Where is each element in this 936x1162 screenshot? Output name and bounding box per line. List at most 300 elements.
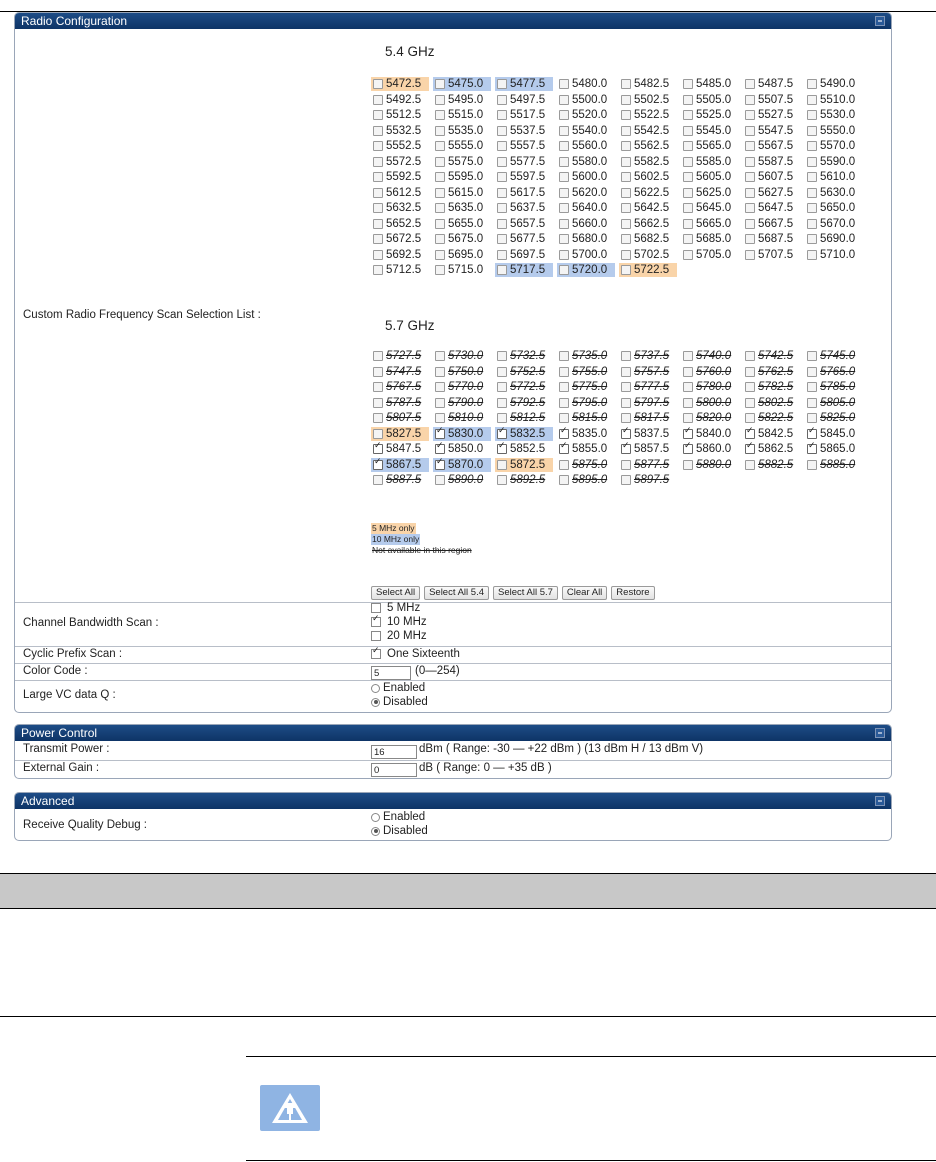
transmit-power-input[interactable]: 16 — [371, 745, 417, 759]
band-54-freq-checkbox[interactable] — [371, 248, 429, 262]
checkbox-icon — [745, 172, 755, 182]
band-54-freq-checkbox[interactable] — [557, 108, 615, 122]
freq-label: 5665.0 — [696, 217, 732, 230]
band-54-freq-checkbox[interactable] — [619, 248, 677, 262]
band-54-freq-checkbox[interactable] — [619, 124, 677, 138]
band-57-freq-checkbox[interactable] — [619, 442, 677, 456]
freq-label: 5742.5 — [758, 350, 794, 362]
checkbox-icon — [683, 234, 693, 244]
freq-label: 5640.0 — [572, 202, 608, 214]
freq-label: 5810.0 — [448, 412, 484, 424]
band-54-freq-checkbox[interactable] — [371, 186, 429, 200]
freq-label: 5730.0 — [448, 350, 484, 362]
freq-label: 5715.0 — [448, 264, 484, 276]
band-54-freq-checkbox[interactable] — [557, 93, 615, 107]
band-54-freq-checkbox[interactable] — [433, 232, 491, 246]
band-54-freq-checkbox[interactable] — [681, 124, 739, 138]
band-54-freq-checkbox[interactable] — [495, 263, 553, 277]
band-57-freq-checkbox — [557, 411, 615, 425]
band-54-freq-checkbox[interactable] — [805, 108, 863, 122]
checkbox-icon — [497, 157, 507, 167]
freq-label: 5627.5 — [758, 186, 794, 199]
band-54-freq-checkbox[interactable] — [743, 139, 801, 153]
band-57-freq-checkbox[interactable] — [743, 427, 801, 441]
checkbox-icon — [683, 460, 693, 470]
band-54-freq-checkbox[interactable] — [495, 139, 553, 153]
band-57-freq-checkbox[interactable] — [681, 442, 739, 456]
band-54-freq-checkbox[interactable] — [619, 170, 677, 184]
band-54-freq-checkbox[interactable] — [805, 155, 863, 169]
checkbox-icon — [497, 367, 507, 377]
checkbox-icon — [683, 203, 693, 213]
checkbox-icon — [621, 234, 631, 244]
checkbox-icon — [807, 110, 817, 120]
band-54-freq-checkbox[interactable] — [371, 77, 429, 91]
band-54-freq-checkbox[interactable] — [743, 170, 801, 184]
checkbox-icon — [807, 126, 817, 136]
receive-quality-enabled-radio[interactable] — [371, 811, 425, 823]
band-57-freq-checkbox — [557, 473, 615, 487]
divider — [15, 602, 891, 603]
freq-label: 5685.0 — [696, 233, 732, 245]
table-header-bar — [0, 873, 936, 909]
band-54-freq-checkbox[interactable] — [681, 201, 739, 215]
freq-label: 5670.0 — [820, 217, 856, 230]
freq-label: 5585.0 — [696, 155, 732, 168]
band-57-freq-checkbox — [805, 349, 863, 363]
band-57-freq-checkbox — [371, 473, 429, 487]
freq-label: 5660.0 — [572, 217, 608, 230]
band-54-freq-checkbox[interactable] — [681, 77, 739, 91]
checkbox-icon — [683, 95, 693, 105]
checkbox-icon — [435, 219, 445, 229]
band-54-freq-checkbox[interactable] — [433, 93, 491, 107]
band-54-freq-checkbox[interactable] — [805, 186, 863, 200]
checkbox-icon — [807, 413, 817, 423]
checkbox-icon — [373, 398, 383, 408]
band-54-freq-checkbox[interactable] — [557, 263, 615, 277]
band-54-freq-checkbox[interactable] — [433, 139, 491, 153]
freq-label: 5887.5 — [386, 474, 422, 486]
checkbox-icon — [745, 141, 755, 151]
freq-label: 5687.5 — [758, 233, 794, 245]
band-54-freq-checkbox[interactable] — [433, 186, 491, 200]
freq-label: 5577.5 — [510, 155, 546, 168]
band-54-freq-checkbox[interactable] — [743, 186, 801, 200]
checkbox-icon — [683, 429, 693, 439]
freq-label: 5762.5 — [758, 365, 794, 378]
band-57-freq-checkbox — [557, 349, 615, 363]
band-57-freq-checkbox — [681, 380, 739, 394]
freq-label: 5617.5 — [510, 186, 546, 199]
band-57-freq-checkbox[interactable] — [495, 458, 553, 472]
band-57-freq-checkbox[interactable] — [805, 427, 863, 441]
band-54-freq-checkbox[interactable] — [557, 248, 615, 262]
checkbox-icon — [807, 203, 817, 213]
freq-label: 5815.0 — [572, 412, 608, 424]
band-54-freq-checkbox[interactable] — [743, 201, 801, 215]
advanced-panel — [14, 792, 892, 841]
large-vc-enabled-radio[interactable] — [371, 682, 425, 694]
checkbox-icon — [621, 382, 631, 392]
receive-quality-disabled-radio[interactable] — [371, 825, 428, 837]
band-54-freq-checkbox[interactable] — [371, 217, 429, 231]
band-54-freq-checkbox[interactable] — [619, 201, 677, 215]
checkbox-icon — [683, 398, 693, 408]
freq-label: 5875.0 — [572, 458, 608, 471]
band-57-freq-checkbox — [495, 473, 553, 487]
freq-label: 5635.0 — [448, 202, 484, 214]
cyclic-prefix-label: Cyclic Prefix Scan : — [23, 648, 123, 660]
select-all-button[interactable]: Select All — [371, 586, 420, 600]
band-54-freq-checkbox[interactable] — [619, 232, 677, 246]
band-54-freq-checkbox[interactable] — [371, 201, 429, 215]
band-57-freq-checkbox — [557, 380, 615, 394]
band-54-freq-checkbox[interactable] — [557, 124, 615, 138]
panel-title: Power Control — [21, 726, 98, 740]
freq-label: 5652.5 — [386, 217, 422, 230]
band-54-freq-checkbox[interactable] — [619, 186, 677, 200]
external-gain-label: External Gain : — [23, 762, 100, 774]
freq-label: 5792.5 — [510, 396, 546, 409]
bandwidth-5mhz-label: 5 MHz — [387, 602, 421, 614]
checkbox-icon — [559, 95, 569, 105]
checkbox-icon — [807, 219, 817, 229]
collapse-icon[interactable] — [875, 16, 885, 26]
band-54-freq-checkbox[interactable] — [433, 155, 491, 169]
band-54-freq-checkbox[interactable] — [557, 201, 615, 215]
restore-button[interactable]: Restore — [611, 586, 654, 600]
checkbox-icon — [497, 475, 507, 485]
checkbox-icon — [435, 382, 445, 392]
band-54-freq-checkbox[interactable] — [495, 93, 553, 107]
band-54-freq-checkbox[interactable] — [495, 217, 553, 231]
checkbox-icon — [559, 157, 569, 167]
checkbox-icon — [621, 172, 631, 182]
band-57-freq-checkbox — [495, 396, 553, 410]
checkbox-icon — [745, 398, 755, 408]
band-54-freq-checkbox[interactable] — [743, 232, 801, 246]
freq-label: 5695.0 — [448, 248, 484, 261]
freq-label: 5835.0 — [572, 427, 608, 440]
band-57-freq-checkbox[interactable] — [433, 442, 491, 456]
checkbox-icon — [559, 265, 569, 275]
legend-10mhz: 10 MHz only — [372, 534, 420, 544]
band-57-freq-checkbox[interactable] — [433, 458, 491, 472]
freq-label: 5690.0 — [820, 233, 856, 245]
freq-label: 5882.5 — [758, 458, 794, 471]
checkbox-icon — [435, 79, 445, 89]
freq-label: 5862.5 — [758, 443, 794, 455]
select-all-54-button[interactable]: Select All 5.4 — [424, 586, 489, 600]
divider — [15, 646, 891, 647]
band-54-freq-checkbox[interactable] — [371, 263, 429, 277]
checkbox-icon — [621, 444, 631, 454]
band-54-freq-checkbox[interactable] — [619, 155, 677, 169]
band-57-freq-checkbox[interactable] — [495, 427, 553, 441]
freq-label: 5877.5 — [634, 458, 670, 471]
band-57-freq-checkbox[interactable] — [495, 442, 553, 456]
band-54-freq-checkbox[interactable] — [433, 77, 491, 91]
band-57-freq-checkbox[interactable] — [433, 427, 491, 441]
checkbox-icon — [807, 172, 817, 182]
checkbox-icon — [745, 203, 755, 213]
select-all-57-button[interactable]: Select All 5.7 — [493, 586, 558, 600]
band-54-freq-checkbox[interactable] — [557, 77, 615, 91]
freq-label: 5612.5 — [386, 186, 422, 199]
band-54-freq-checkbox[interactable] — [681, 139, 739, 153]
freq-label: 5600.0 — [572, 171, 608, 183]
band-57-freq-checkbox[interactable] — [557, 442, 615, 456]
band-54-freq-checkbox[interactable] — [619, 93, 677, 107]
checkbox-icon — [683, 382, 693, 392]
freq-label: 5732.5 — [510, 350, 546, 362]
band-57-freq-checkbox[interactable] — [619, 427, 677, 441]
band-54-freq-checkbox[interactable] — [619, 263, 677, 277]
checkbox-icon — [435, 460, 445, 470]
freq-label: 5697.5 — [510, 248, 546, 261]
band-54-freq-checkbox[interactable] — [495, 201, 553, 215]
band-54-freq-checkbox[interactable] — [681, 155, 739, 169]
band-54-freq-checkbox[interactable] — [805, 201, 863, 215]
advanced-header — [15, 793, 891, 809]
band-54-freq-checkbox[interactable] — [371, 93, 429, 107]
band-57-freq-checkbox — [371, 380, 429, 394]
radio-configuration-header — [15, 13, 891, 29]
checkbox-icon — [497, 382, 507, 392]
band-54-freq-checkbox[interactable] — [619, 139, 677, 153]
checkbox-icon — [373, 265, 383, 275]
band-54-freq-checkbox[interactable] — [619, 77, 677, 91]
band-54-freq-checkbox[interactable] — [805, 217, 863, 231]
band-54-freq-checkbox[interactable] — [433, 108, 491, 122]
freq-label: 5560.0 — [572, 140, 608, 152]
bandwidth-scan-label: Channel Bandwidth Scan : — [23, 617, 159, 629]
band-54-freq-checkbox[interactable] — [557, 155, 615, 169]
band-57-freq-checkbox[interactable] — [371, 427, 429, 441]
freq-label: 5847.5 — [386, 443, 422, 455]
freq-label: 5870.0 — [448, 458, 484, 471]
external-gain-note: dB ( Range: 0 — +35 dB ) — [419, 762, 552, 774]
band-57-freq-checkbox — [743, 365, 801, 379]
band-54-freq-checkbox[interactable] — [557, 170, 615, 184]
checkbox-icon — [373, 141, 383, 151]
freq-label: 5672.5 — [386, 233, 422, 245]
band-57-freq-checkbox — [681, 458, 739, 472]
band-57-freq-checkbox[interactable] — [805, 442, 863, 456]
band-54-freq-checkbox[interactable] — [495, 170, 553, 184]
band-57-freq-checkbox — [433, 411, 491, 425]
checkbox-icon — [497, 444, 507, 454]
band-57-freq-checkbox[interactable] — [681, 427, 739, 441]
note-rule-bottom — [246, 1160, 936, 1161]
power-control-header — [15, 725, 891, 741]
band-57-freq-checkbox[interactable] — [743, 442, 801, 456]
freq-label: 5860.0 — [696, 443, 732, 455]
bandwidth-10mhz-checkbox[interactable] — [371, 616, 427, 628]
band-54-freq-checkbox[interactable] — [371, 170, 429, 184]
freq-label: 5760.0 — [696, 365, 732, 378]
freq-label: 5602.5 — [634, 171, 670, 183]
band-54-freq-checkbox[interactable] — [681, 186, 739, 200]
freq-label: 5895.0 — [572, 474, 608, 486]
freq-label: 5490.0 — [820, 78, 856, 90]
band-54-freq-checkbox[interactable] — [495, 77, 553, 91]
freq-label: 5610.0 — [820, 171, 856, 183]
band-57-freq-checkbox[interactable] — [371, 442, 429, 456]
band-54-freq-checkbox[interactable] — [495, 186, 553, 200]
band-54-freq-checkbox[interactable] — [805, 93, 863, 107]
checkbox-icon — [745, 250, 755, 260]
band-54-freq-checkbox[interactable] — [681, 217, 739, 231]
freq-label: 5525.0 — [696, 109, 732, 121]
band-54-freq-checkbox[interactable] — [805, 77, 863, 91]
band-54-freq-checkbox[interactable] — [557, 139, 615, 153]
freq-label: 5832.5 — [510, 427, 546, 440]
color-code-input[interactable]: 5 — [371, 666, 411, 680]
collapse-icon[interactable] — [875, 728, 885, 738]
band-54-freq-checkbox[interactable] — [557, 232, 615, 246]
checkbox-icon — [559, 141, 569, 151]
freq-label: 5817.5 — [634, 412, 670, 424]
band-57-freq-checkbox — [433, 473, 491, 487]
checkbox-icon — [807, 382, 817, 392]
freq-label: 5597.5 — [510, 171, 546, 183]
external-gain-input[interactable]: 0 — [371, 763, 417, 777]
freq-label: 5802.5 — [758, 396, 794, 409]
freq-label: 5840.0 — [696, 427, 732, 440]
checkbox-icon — [497, 188, 507, 198]
bandwidth-5mhz-checkbox[interactable] — [371, 602, 420, 614]
freq-label: 5500.0 — [572, 93, 608, 106]
band-54-freq-checkbox[interactable] — [371, 232, 429, 246]
band-57-freq-checkbox — [433, 349, 491, 363]
freq-label: 5812.5 — [510, 412, 546, 424]
freq-label: 5857.5 — [634, 443, 670, 455]
band-54-freq-checkbox[interactable] — [371, 139, 429, 153]
band-54-freq-checkbox[interactable] — [805, 124, 863, 138]
band-54-freq-checkbox[interactable] — [433, 263, 491, 277]
checkbox-icon — [683, 126, 693, 136]
checkbox-icon — [745, 413, 755, 423]
freq-label: 5527.5 — [758, 109, 794, 121]
freq-label: 5552.5 — [386, 140, 422, 152]
checkbox-icon — [745, 157, 755, 167]
band-57-freq-checkbox[interactable] — [557, 427, 615, 441]
band-54-freq-checkbox[interactable] — [743, 217, 801, 231]
band-57-freq-checkbox[interactable] — [371, 458, 429, 472]
checkbox-icon — [745, 429, 755, 439]
band-54-freq-checkbox[interactable] — [433, 217, 491, 231]
band-54-freq-checkbox[interactable] — [371, 124, 429, 138]
band-54-freq-checkbox[interactable] — [557, 217, 615, 231]
freq-label: 5530.0 — [820, 109, 856, 121]
scan-button-row — [371, 586, 655, 600]
band-54-freq-checkbox[interactable] — [805, 248, 863, 262]
checkbox-icon — [683, 110, 693, 120]
freq-label: 5855.0 — [572, 443, 608, 455]
band-54-freq-checkbox[interactable] — [619, 217, 677, 231]
clear-all-button[interactable]: Clear All — [562, 586, 607, 600]
receive-quality-disabled-label: Disabled — [383, 825, 428, 837]
band-54-freq-checkbox[interactable] — [495, 155, 553, 169]
checkbox-icon — [621, 126, 631, 136]
band-54-freq-checkbox[interactable] — [681, 108, 739, 122]
freq-label: 5555.0 — [448, 140, 484, 152]
freq-label: 5675.0 — [448, 233, 484, 245]
bandwidth-20mhz-checkbox[interactable] — [371, 630, 427, 642]
band-54-freq-checkbox[interactable] — [371, 108, 429, 122]
band-54-freq-checkbox[interactable] — [681, 232, 739, 246]
band-57-freq-checkbox — [371, 411, 429, 425]
band-54-freq-checkbox[interactable] — [805, 232, 863, 246]
band-54-freq-checkbox[interactable] — [743, 77, 801, 91]
band-54-freq-checkbox[interactable] — [805, 170, 863, 184]
checkbox-icon — [621, 475, 631, 485]
freq-label: 5692.5 — [386, 248, 422, 261]
band-54-freq-checkbox[interactable] — [619, 108, 677, 122]
band-54-freq-checkbox[interactable] — [371, 155, 429, 169]
large-vc-disabled-radio[interactable] — [371, 696, 428, 708]
freq-label: 5755.0 — [572, 365, 608, 378]
freq-label: 5745.0 — [820, 350, 856, 362]
band-54-freq-checkbox[interactable] — [433, 201, 491, 215]
band-54-freq-checkbox[interactable] — [433, 124, 491, 138]
checkbox-icon — [373, 172, 383, 182]
band-54-freq-checkbox[interactable] — [433, 170, 491, 184]
freq-label: 5497.5 — [510, 93, 546, 106]
radio-configuration-panel — [14, 12, 892, 713]
freq-label: 5797.5 — [634, 396, 670, 409]
checkbox-icon — [373, 413, 383, 423]
collapse-icon[interactable] — [875, 796, 885, 806]
freq-label: 5752.5 — [510, 365, 546, 378]
checkbox-icon — [373, 79, 383, 89]
band-54-freq-checkbox[interactable] — [743, 108, 801, 122]
band-57-freq-checkbox — [557, 396, 615, 410]
checkbox-icon — [745, 460, 755, 470]
freq-label: 5727.5 — [386, 350, 422, 362]
band-54-freq-checkbox[interactable] — [743, 93, 801, 107]
freq-label: 5842.5 — [758, 427, 794, 440]
band-54-freq-checkbox[interactable] — [681, 248, 739, 262]
scan-list-label: Custom Radio Frequency Scan Selection List : — [23, 309, 261, 321]
band-54-freq-checkbox[interactable] — [743, 124, 801, 138]
band-54-freq-checkbox[interactable] — [495, 248, 553, 262]
cyclic-prefix-checkbox[interactable] — [371, 648, 460, 660]
band-54-freq-checkbox[interactable] — [681, 170, 739, 184]
band-54-freq-checkbox[interactable] — [743, 155, 801, 169]
checkbox-icon — [745, 367, 755, 377]
band-54-freq-checkbox[interactable] — [557, 186, 615, 200]
band-54-freq-checkbox[interactable] — [495, 124, 553, 138]
checkbox-icon — [373, 382, 383, 392]
legend-5mhz: 5 MHz only — [372, 523, 415, 533]
freq-label: 5872.5 — [510, 458, 546, 471]
band-54-freq-checkbox[interactable] — [805, 139, 863, 153]
band-54-freq-checkbox[interactable] — [495, 232, 553, 246]
band-54-freq-checkbox[interactable] — [681, 93, 739, 107]
band-54-freq-checkbox[interactable] — [433, 248, 491, 262]
checkbox-icon — [621, 95, 631, 105]
checkbox-icon — [435, 250, 445, 260]
band-54-freq-checkbox[interactable] — [495, 108, 553, 122]
freq-label: 5805.0 — [820, 396, 856, 409]
freq-label: 5562.5 — [634, 140, 670, 152]
checkbox-icon — [559, 203, 569, 213]
checkbox-icon — [559, 367, 569, 377]
band-54-freq-checkbox[interactable] — [743, 248, 801, 262]
